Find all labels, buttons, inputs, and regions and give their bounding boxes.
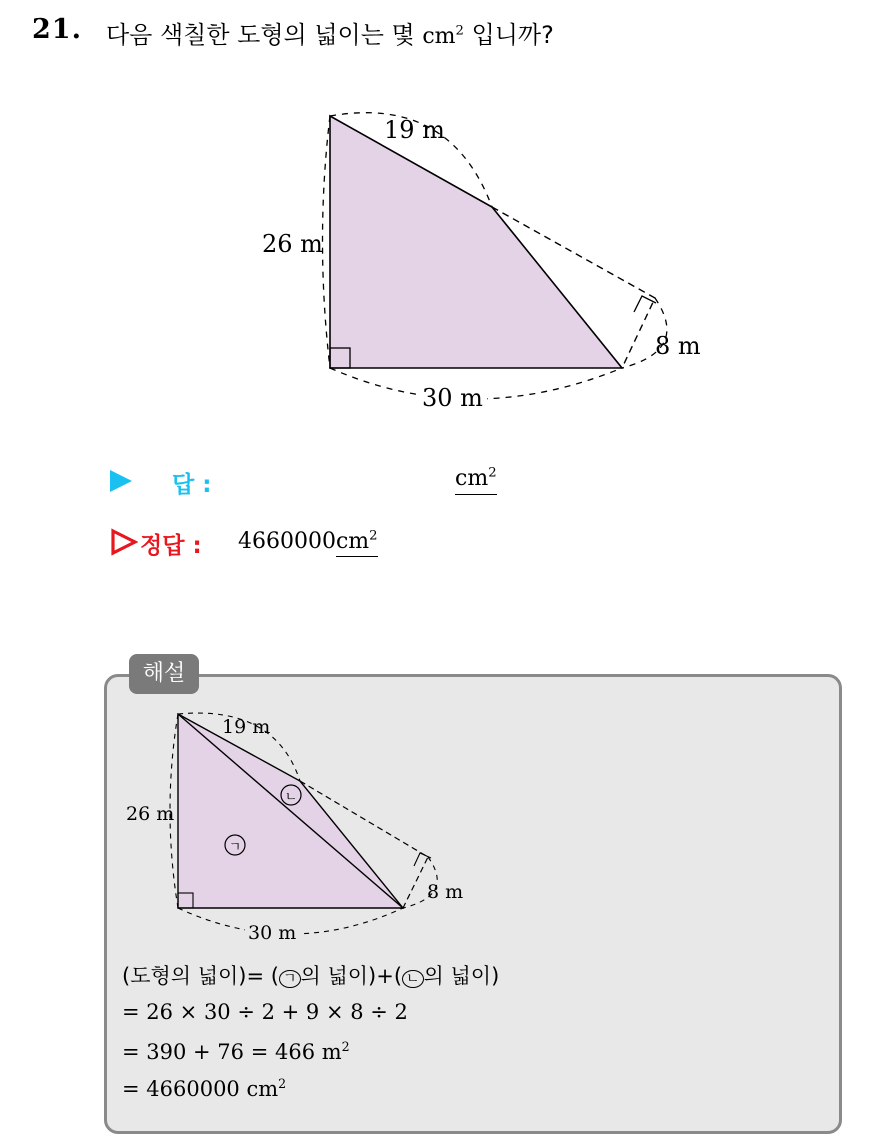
- circled-a: ㄱ: [279, 970, 301, 988]
- solution-line-3: = 390 + 76 = 466 $m^2$: [122, 1039, 350, 1064]
- solution-label-right: 8 m: [427, 881, 464, 903]
- label-right: 8 m: [655, 332, 701, 360]
- label-left: 26 m: [262, 230, 323, 258]
- question-text-before: 다음 색칠한 도형의 넓이는 몇: [106, 21, 423, 49]
- label-bottom: 30 m: [422, 384, 483, 412]
- question-text-after: 입니까?: [463, 21, 554, 49]
- question-unit: $cm^2$: [422, 23, 464, 49]
- solution-right-angle-2: [414, 853, 431, 866]
- solution-tag: 해설: [129, 654, 199, 694]
- answer-label: 답 :: [172, 472, 212, 498]
- correct-label: 정답 :: [140, 533, 202, 559]
- label-top: 19 m: [384, 116, 445, 144]
- question-number: 21.: [32, 14, 82, 45]
- answer-unit: $cm^2$: [455, 466, 497, 495]
- correct-value: $4660000cm^2$: [238, 529, 378, 555]
- solution-line-2: = 26 × 30 ÷ 2 + 9 × 8 ÷ 2: [122, 1000, 408, 1024]
- solution-label-left: 26 m: [126, 803, 175, 825]
- region-a-label: ㄱ: [228, 840, 242, 855]
- correct-unit: $cm^2$: [336, 529, 378, 557]
- solution-label-top: 19 m: [222, 716, 271, 738]
- circled-b: ㄴ: [402, 970, 424, 988]
- region-b-label: ㄴ: [284, 790, 298, 805]
- solution-line-4: = 4660000 $cm^2$: [122, 1076, 287, 1101]
- solution-label-bottom: 30 m: [248, 922, 297, 944]
- solution-line-1: (도형의 넓이)= ( ㄱ 의 넓이)+( ㄴ 의 넓이): [122, 964, 500, 988]
